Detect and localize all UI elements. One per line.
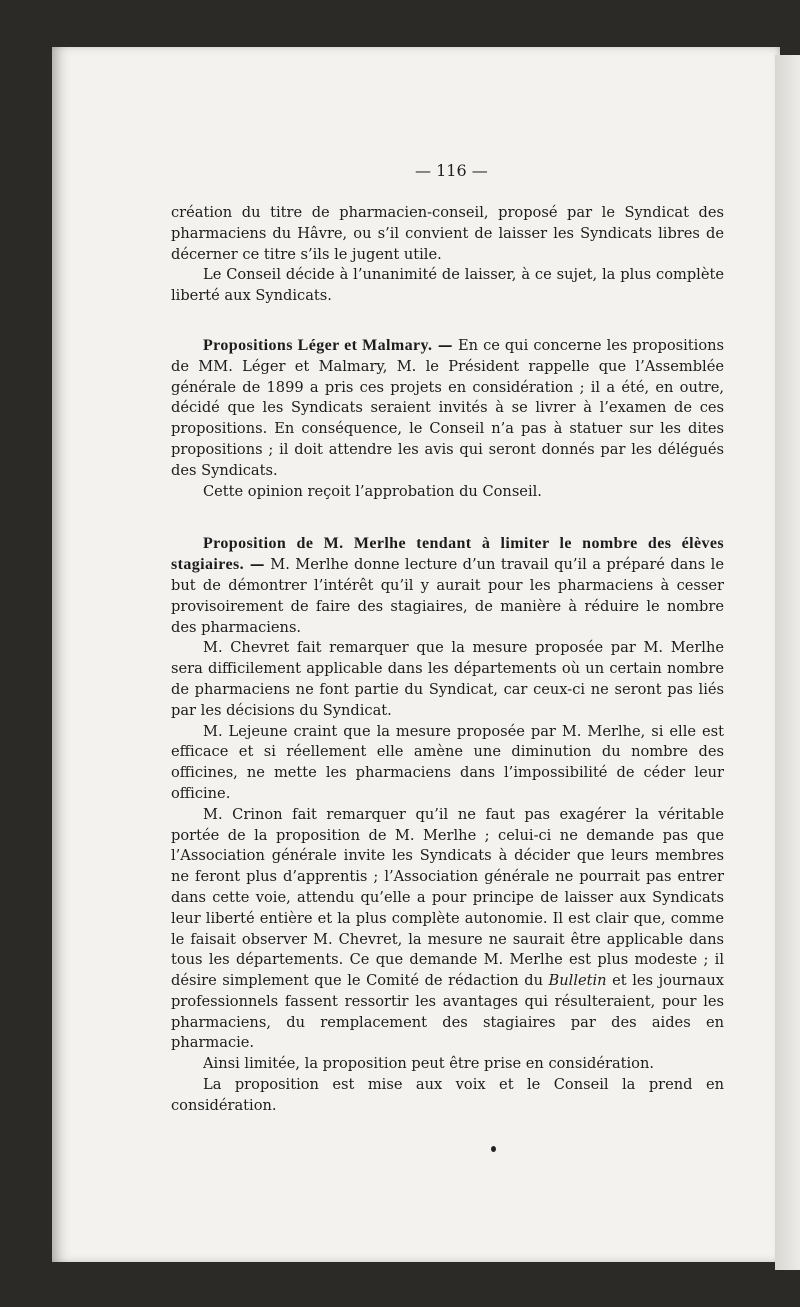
paragraph-limitee: Ainsi limitée, la proposition peut être prise en considération. [203,1055,654,1073]
paragraph-crinon-part-2: et les journaux professionnels fassent ressortir les avantages qui résulteraient, pour les pharmaciens, du remplacement des stagiaires par des aides en pharmacie. [171,972,724,1052]
page-number: — 116 — [415,161,488,180]
paragraph-conseil-decision: Le Conseil décide à l’unanimité de laisser, à ce sujet, la plus complète liberté aux Syndicats. [171,266,724,305]
paragraph-vote: La proposition est mise aux voix et le Conseil la prend en considération. [171,1076,724,1114]
section-merlhe [171,534,724,638]
bulletin-title: Bulletin [548,972,607,990]
ink-dot [491,1146,496,1152]
heading-dash: — [432,336,458,354]
page-body [171,203,724,1117]
next-page-edge [775,55,800,1270]
section-body-leger-malmary: En ce qui concerne les propositions de MM. Léger et Malmary, M. le Président rappelle que l’Assemblée générale de 1899 a pris ces projets en considération ; il a été, en outre, décidé que les Syndicats seraient invités à se livrer à l’examen de ces propositions. En conséquence, le Conseil n’a pas à statuer sur les dites propositions ; il doit attendre les avis qui seront donnés par les délégués des Syndicats. [171,336,724,479]
section-heading-merlhe: Proposition de M. Merlhe tendant à limiter le nombre des élèves stagiaires. [171,535,724,574]
paragraph-crinon-part-1: M. Crinon fait remarquer qu’il ne faut pas exagérer la véritable portée de la proposition de M. Merlhe ; celui-ci ne demande pas que l’Association générale invite les Syndicats à décider que leurs membres ne feront plus d’apprentis ; l’Association générale ne pourrait pas entrer dans cette voie, attendu qu’elle a pour principe de laisser aux Syndicats leur liberté entière et la plus complète autonomie. Il est clair que, comme le faisait observer M. Chevret, la mesure ne saurait être applicable dans tous les départements. Ce que demande M. Merlhe est plus modeste ; il désire simplement que le Comité de rédaction du [171,805,724,990]
section-leger-malmary [171,336,724,482]
paragraph-approbation: Cette opinion reçoit l’approbation du Conseil. [203,482,542,500]
section-heading-leger-malmary: Propositions Léger et Malmary. [203,336,433,354]
heading-dash: — [244,556,271,574]
section-spacer [171,307,724,336]
paragraph-continuation: création du titre de pharmacien-conseil, proposé par le Syndicat des pharmaciens du Hâvre, ou s’il convient de laisser les Syndicats libres de décerner ce titre s’ils le jugent utile. [171,204,724,263]
section-body-merlhe: M. Merlhe donne lecture d’un travail qu’il a préparé dans le but de démontrer l’intérêt qu’il y aurait pour les pharmaciens à cesser provisoirement de faire des stagiaires, de manière à réduire le nombre des pharmaciens. [171,556,724,636]
paragraph-crinon [171,805,724,1055]
paragraph-chevret: M. Chevret fait remarquer que la mesure proposée par M. Merlhe sera difficilement applicable dans les départements où un certain nombre de pharmaciens ne font partie du Syndicat, car ceux-ci ne seront pas liés par les décisions du Syndicat. [171,639,724,719]
section-spacer [171,502,724,534]
paragraph-lejeune: M. Lejeune craint que la mesure proposée par M. Merlhe, si elle est efficace et si réellement elle amène une diminution du nombre des officines, ne mette les pharmaciens dans l’impossibilité de céder leur officine. [171,722,724,802]
